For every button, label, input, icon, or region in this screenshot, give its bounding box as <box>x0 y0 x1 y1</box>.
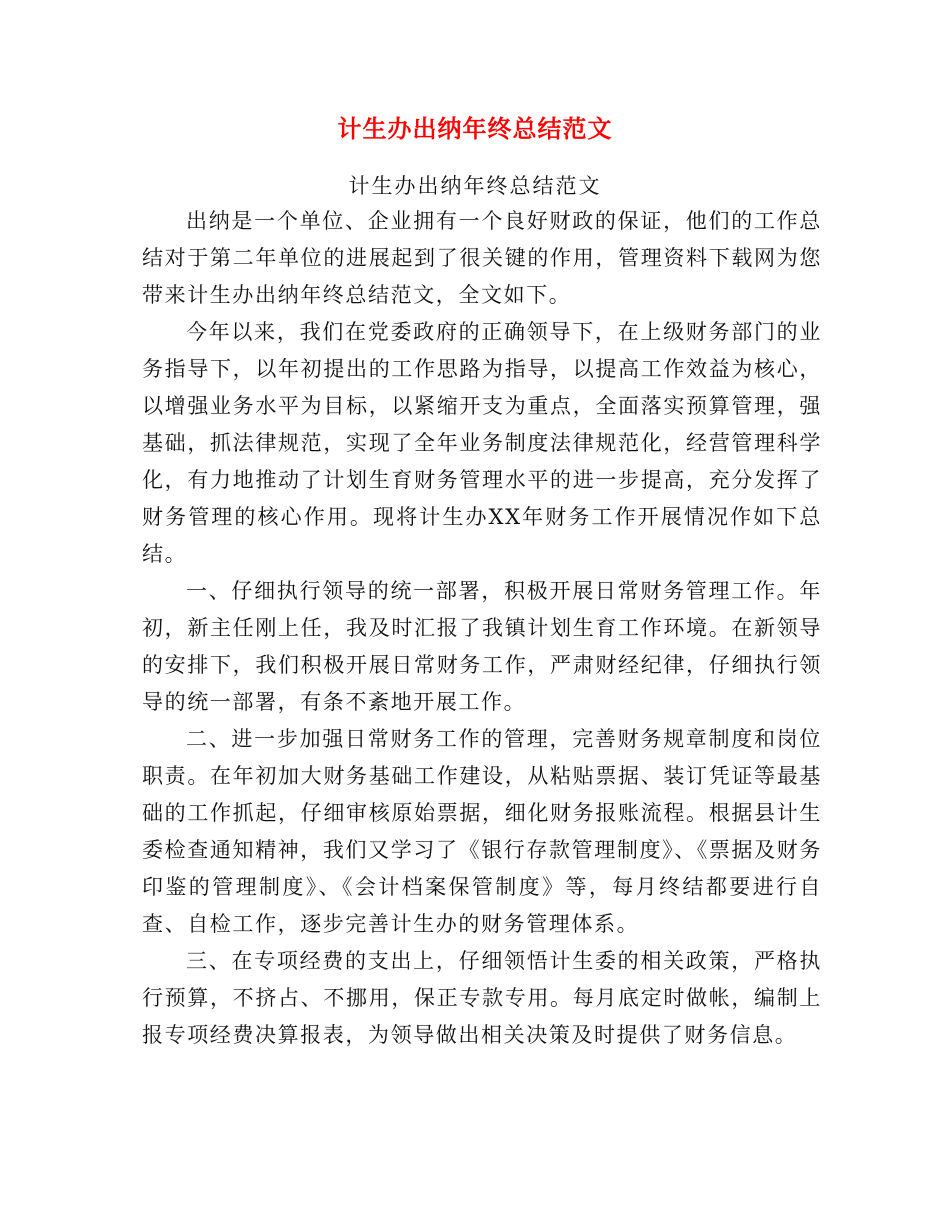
paragraph-section-1: 一、仔细执行领导的统一部署，积极开展日常财务管理工作。年初，新主任刚上任，我及时汇报了我镇计划生育工作环境。在新领导的安排下，我们积极开展日常财务工作，严肃财经纪律，仔细执行领导的统一部署，有条不紊地开展工作。 <box>142 579 822 714</box>
paragraph-intro: 出纳是一个单位、企业拥有一个良好财政的保证，他们的工作总结对于第二年单位的进展起到了很关键的作用，管理资料下载网为您带来计生办出纳年终总结范文，全文如下。 <box>142 209 822 307</box>
paragraph-overview: 今年以来，我们在党委政府的正确领导下，在上级财务部门的业务指导下，以年初提出的工作思路为指导，以提高工作效益为核心，以增强业务水平为目标，以紧缩开支为重点，全面落实预算管理，强基础，抓法律规范，实现了全年业务制度法律规范化，经营管理科学化，有力地推动了计划生育财务管理水平的进一步提高，充分发挥了财务管理的核心作用。现将计生办XX年财务工作开展情况作如下总结。 <box>142 320 822 566</box>
document-title: 计生办出纳年终总结范文 <box>337 115 613 143</box>
document-subtitle: 计生办出纳年终总结范文 <box>348 174 602 198</box>
document-body <box>142 203 822 1054</box>
paragraph-section-3: 三、在专项经费的支出上，仔细领悟计生委的相关政策，严格执行预算，不挤占、不挪用，保正专款专用。每月底定时做帐，编制上报专项经费决算报表，为领导做出相关决策及时提供了财务信息。 <box>142 949 822 1047</box>
paragraph-section-2: 二、进一步加强日常财务工作的管理，完善财务规章制度和岗位职责。在年初加大财务基础工作建设，从粘贴票据、装订凭证等最基础的工作抓起，仔细审核原始票据，细化财务报账流程。根据县计生委检查通知精神，我们又学习了《银行存款管理制度》、《票据及财务印鉴的管理制度》、《会计档案保管制度》等，每月终结都要进行自查、自检工作，逐步完善计生办的财务管理体系。 <box>142 727 822 936</box>
